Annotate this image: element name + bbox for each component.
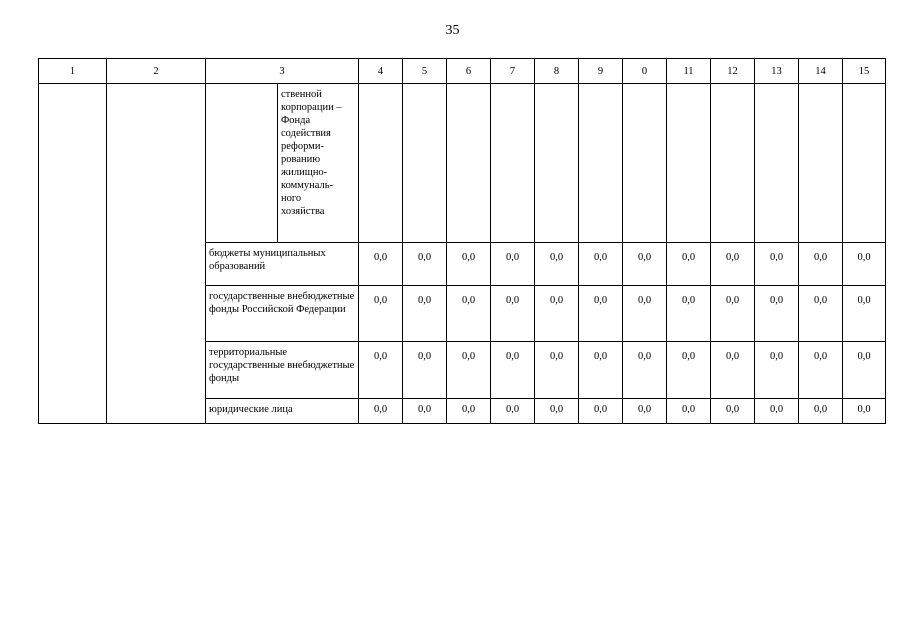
value-cell: 0,0	[623, 243, 667, 286]
value-cell: 0,0	[843, 286, 886, 342]
value-cell: 0,0	[843, 399, 886, 424]
header-cell: 11	[667, 59, 711, 84]
empty-cell	[667, 84, 711, 243]
empty-cell	[447, 84, 491, 243]
value-cell: 0,0	[491, 243, 535, 286]
value-cell: 0,0	[403, 342, 447, 399]
value-cell: 0,0	[491, 342, 535, 399]
value-cell: 0,0	[359, 342, 403, 399]
empty-cell	[799, 84, 843, 243]
value-cell: 0,0	[403, 243, 447, 286]
empty-cell	[403, 84, 447, 243]
value-cell: 0,0	[799, 399, 843, 424]
value-cell: 0,0	[403, 286, 447, 342]
header-cell: 7	[491, 59, 535, 84]
value-cell: 0,0	[667, 399, 711, 424]
value-cell: 0,0	[755, 286, 799, 342]
empty-cell	[711, 84, 755, 243]
value-cell: 0,0	[447, 243, 491, 286]
page-number: 35	[445, 23, 460, 38]
source-label: государственные внебюджетные фонды Российской Федерации	[206, 286, 359, 342]
value-cell: 0,0	[755, 342, 799, 399]
value-cell: 0,0	[447, 286, 491, 342]
source-label: бюджеты муниципальных образований	[206, 243, 359, 286]
value-cell: 0,0	[711, 286, 755, 342]
empty-cell	[535, 84, 579, 243]
col3a-cell	[206, 84, 278, 243]
label-line: ного	[281, 193, 302, 204]
header-cell: 5	[403, 59, 447, 84]
value-cell: 0,0	[579, 399, 623, 424]
header-cell: 15	[843, 59, 886, 84]
header-cell: 2	[107, 59, 206, 84]
table-row	[39, 84, 886, 243]
value-cell: 0,0	[403, 399, 447, 424]
value-cell: 0,0	[491, 286, 535, 342]
header-cell: 12	[711, 59, 755, 84]
col1-cell	[39, 84, 107, 424]
value-cell: 0,0	[711, 399, 755, 424]
empty-cell	[755, 84, 799, 243]
source-label: территориальные государственные внебюджетные фонды	[206, 342, 359, 399]
value-cell: 0,0	[711, 243, 755, 286]
header-cell: 9	[579, 59, 623, 84]
label-line: содействия	[281, 128, 331, 139]
header-cell: 6	[447, 59, 491, 84]
value-cell: 0,0	[623, 399, 667, 424]
empty-cell	[843, 84, 886, 243]
value-cell: 0,0	[579, 243, 623, 286]
value-cell: 0,0	[447, 399, 491, 424]
label-line: реформи-	[281, 141, 324, 152]
label-line: ственной	[281, 89, 322, 100]
value-cell: 0,0	[447, 342, 491, 399]
value-cell: 0,0	[359, 399, 403, 424]
value-cell: 0,0	[579, 286, 623, 342]
source-label-corporation	[278, 84, 359, 243]
empty-cell	[579, 84, 623, 243]
value-cell: 0,0	[843, 243, 886, 286]
label-line: жилищно-	[281, 167, 328, 178]
source-label: юридические лица	[206, 399, 359, 424]
header-cell: 3	[206, 59, 359, 84]
header-cell: 0	[623, 59, 667, 84]
value-cell: 0,0	[535, 399, 579, 424]
empty-cell	[491, 84, 535, 243]
label-line: Фонда	[281, 115, 311, 126]
value-cell: 0,0	[667, 342, 711, 399]
header-cell: 13	[755, 59, 799, 84]
value-cell: 0,0	[667, 243, 711, 286]
value-cell: 0,0	[623, 286, 667, 342]
value-cell: 0,0	[535, 342, 579, 399]
value-cell: 0,0	[799, 286, 843, 342]
value-cell: 0,0	[359, 243, 403, 286]
value-cell: 0,0	[799, 243, 843, 286]
col2-cell	[107, 84, 206, 424]
value-cell: 0,0	[535, 243, 579, 286]
label-line: рованию	[281, 154, 321, 165]
value-cell: 0,0	[755, 243, 799, 286]
header-row	[39, 59, 886, 84]
header-cell: 1	[39, 59, 107, 84]
value-cell: 0,0	[359, 286, 403, 342]
header-cell: 4	[359, 59, 403, 84]
value-cell: 0,0	[535, 286, 579, 342]
value-cell: 0,0	[843, 342, 886, 399]
value-cell: 0,0	[623, 342, 667, 399]
value-cell: 0,0	[491, 399, 535, 424]
header-cell: 8	[535, 59, 579, 84]
value-cell: 0,0	[799, 342, 843, 399]
label-line: корпорации –	[281, 102, 342, 113]
value-cell: 0,0	[579, 342, 623, 399]
label-line: коммуналь-	[281, 180, 334, 191]
funding-table	[38, 58, 886, 424]
value-cell: 0,0	[711, 342, 755, 399]
label-line: хозяйства	[281, 206, 325, 217]
value-cell: 0,0	[755, 399, 799, 424]
header-cell: 14	[799, 59, 843, 84]
empty-cell	[359, 84, 403, 243]
value-cell: 0,0	[667, 286, 711, 342]
empty-cell	[623, 84, 667, 243]
